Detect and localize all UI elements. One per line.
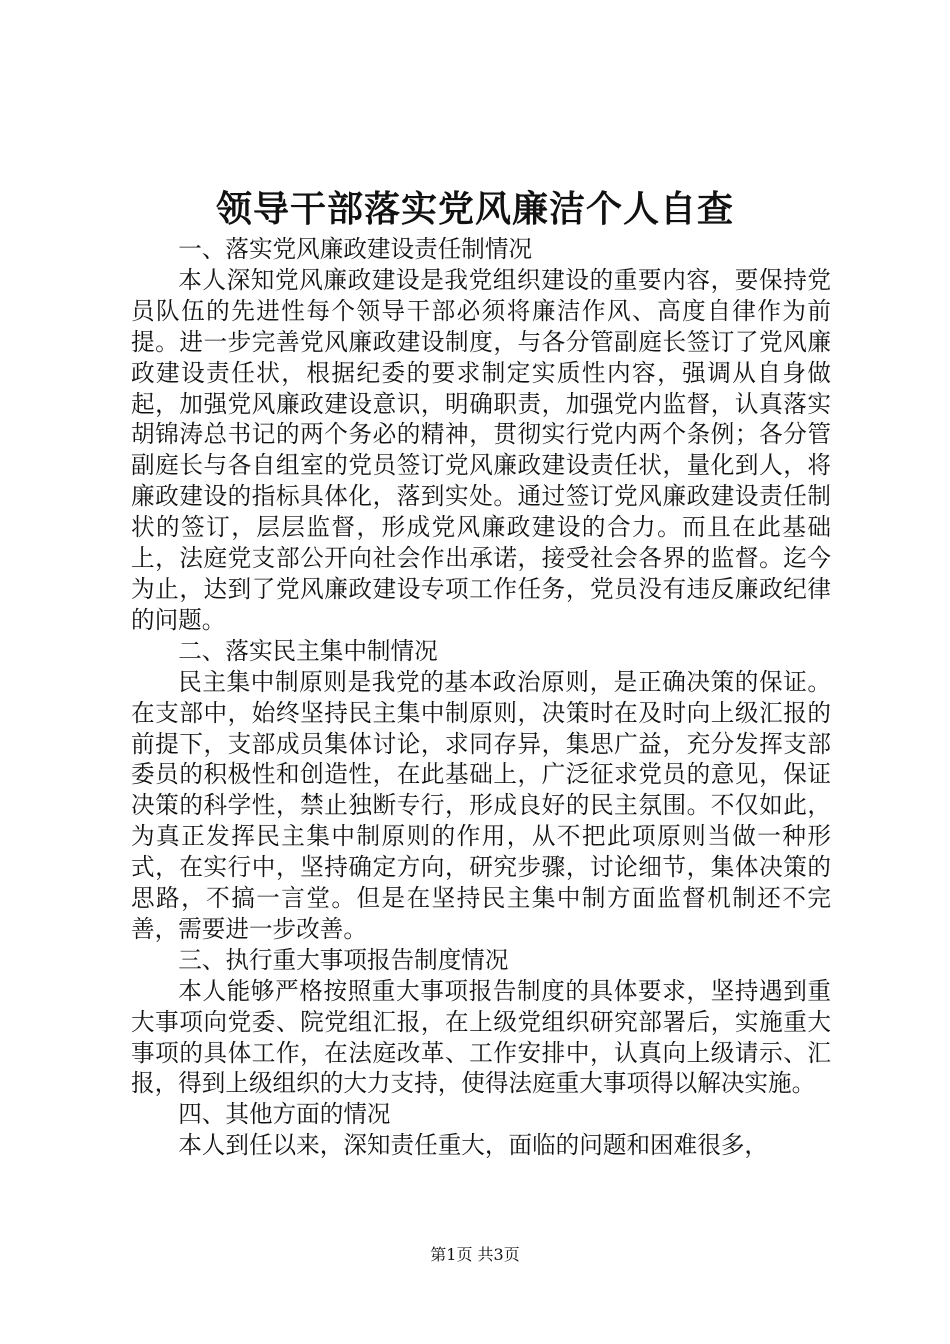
paragraph-3: 本人能够严格按照重大事项报告制度的具体要求，坚持遇到重大事项向党委、院党组汇报，在上级党组织研究部署后，实施重大事项的具体工作，在法庭改革、工作安排中，认真向上级请示、汇报，得到上级组织的大力支持，使得法庭重大事项得以解决实施。 xyxy=(131,976,831,1098)
document-body xyxy=(131,234,831,1161)
paragraph-1: 本人深知党风廉政建设是我党组织建设的重要内容，要保持党员队伍的先进性每个领导干部必须将廉洁作风、高度自律作为前提。进一步完善党风廉政建设制度，与各分管副庭长签订了党风廉政建设责任状，根据纪委的要求制定实质性内容，强调从自身做起，加强党风廉政建设意识，明确职责，加强党内监督，认真落实胡锦涛总书记的两个务必的精神，贯彻实行党内两个条例；各分管副庭长与各自组室的党员签订党风廉政建设责任状，量化到人，将廉政建设的指标具体化，落到实处。通过签订党风廉政建设责任制状的签订，层层监督，形成党风廉政建设的合力。而且在此基础上，法庭党支部公开向社会作出承诺，接受社会各界的监督。迄今为止，达到了党风廉政建设专项工作任务，党员没有违反廉政纪律的问题。 xyxy=(131,265,831,634)
paragraph-2: 民主集中制原则是我党的基本政治原则，是正确决策的保证。在支部中，始终坚持民主集中制原则，决策时在及时向上级汇报的前提下，支部成员集体讨论，求同存异，集思广益，充分发挥支部委员的积极性和创造性，在此基础上，广泛征求党员的意见，保证决策的科学性，禁止独断专行，形成良好的民主氛围。不仅如此，为真正发挥民主集中制原则的作用，从不把此项原则当做一种形式，在实行中，坚持确定方向，研究步骤，讨论细节，集体决策的思路，不搞一言堂。但是在坚持民主集中制方面监督机制还不完善，需要进一步改善。 xyxy=(131,667,831,943)
section-heading-2: 二、落实民主集中制情况 xyxy=(178,636,438,665)
section-heading-4: 四、其他方面的情况 xyxy=(178,1100,391,1129)
page-footer: 第1页 共3页 xyxy=(430,1245,520,1264)
section-heading-1: 一、落实党风廉政建设责任制情况 xyxy=(178,235,533,263)
section-heading-3: 三、执行重大事项报告制度情况 xyxy=(178,945,509,974)
paragraph-4: 本人到任以来，深知责任重大，面临的问题和困难很多， xyxy=(178,1131,769,1160)
document-title: 领导干部落实党风廉洁个人自查 xyxy=(215,188,734,230)
